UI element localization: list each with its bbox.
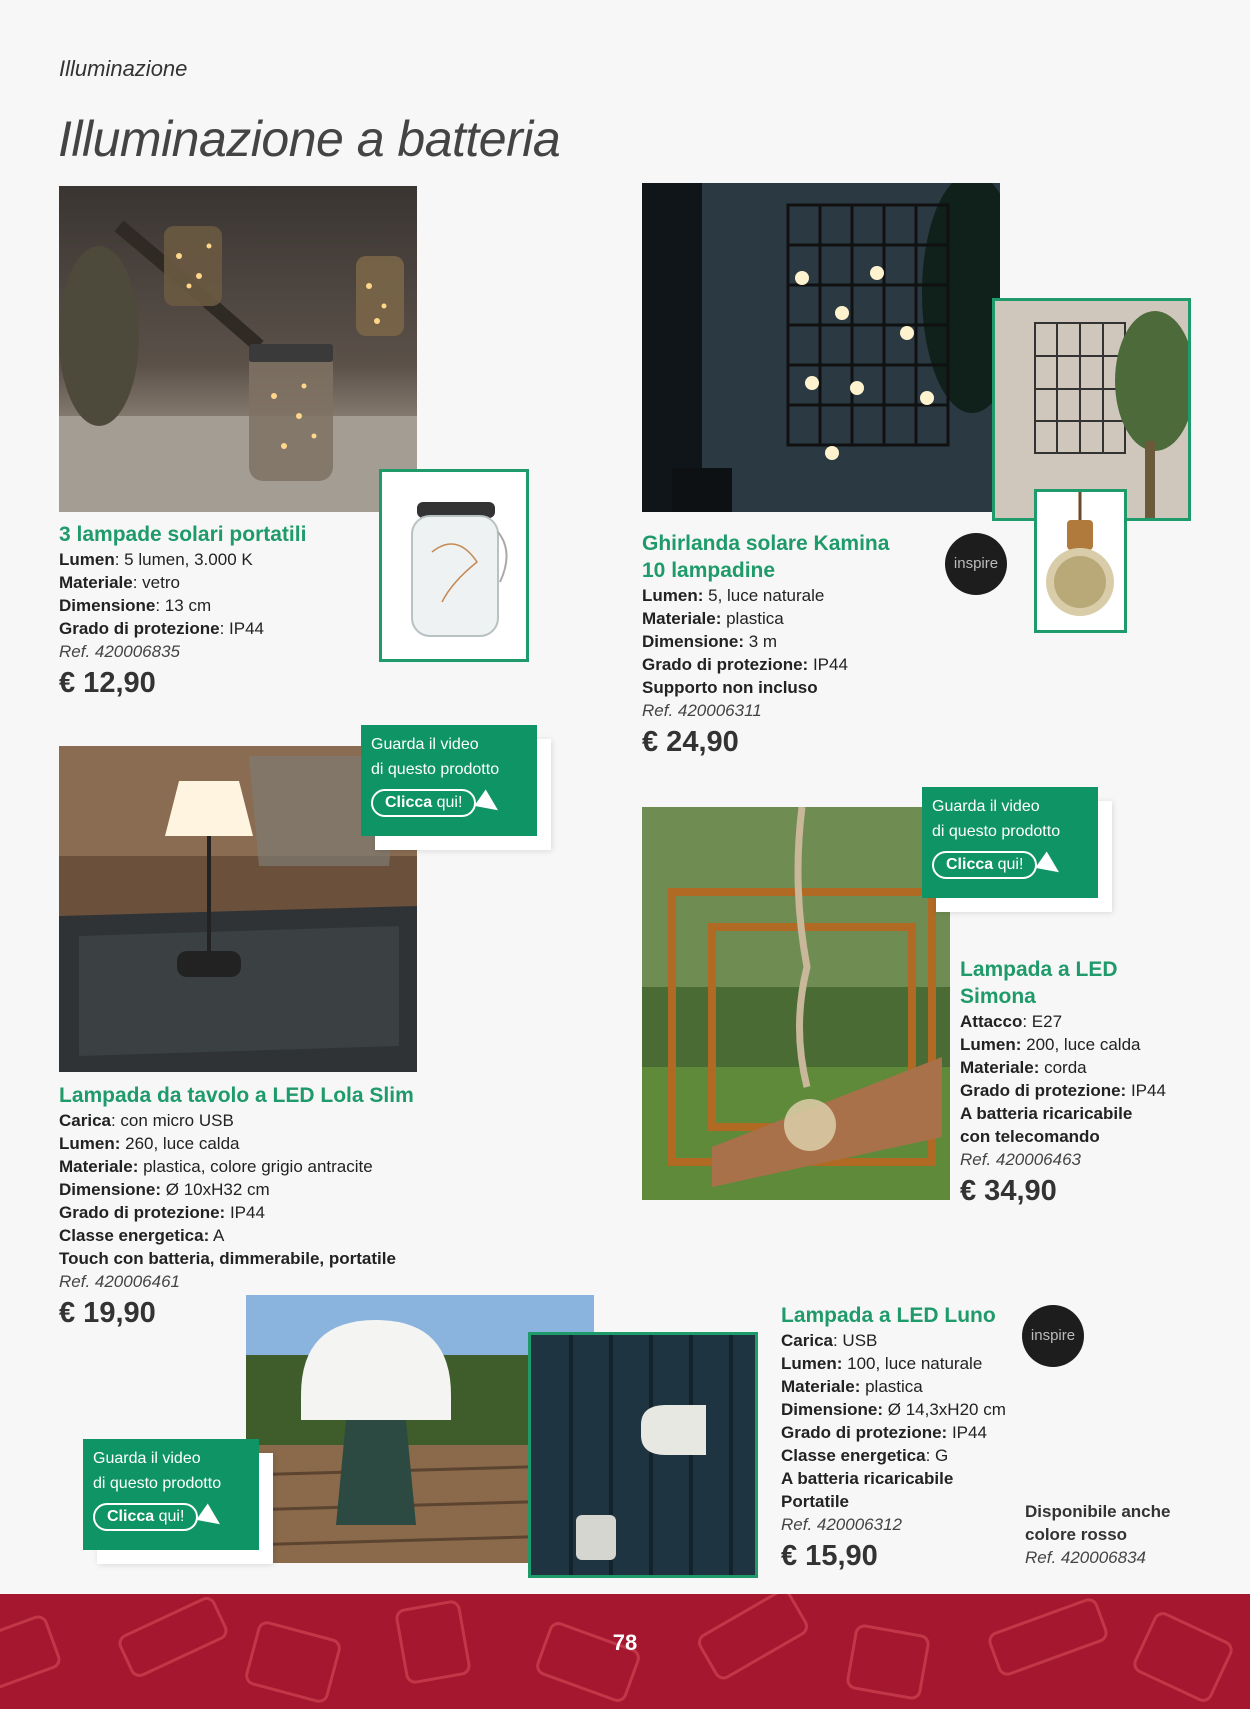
section-label: Illuminazione <box>59 56 188 81</box>
jar-icon <box>382 472 526 659</box>
spec-row: Materiale: vetro <box>59 573 180 592</box>
spec-row: Grado di protezione: IP44 <box>960 1081 1166 1100</box>
wall-lamp-icon <box>531 1335 755 1575</box>
spec-row: Grado di protezione: IP44 <box>59 619 264 638</box>
simona-video-card[interactable]: Guarda il video di questo prodotto Clicca qui! <box>922 787 1098 898</box>
garland-inset-photo <box>992 298 1191 521</box>
luno-inset-photo <box>528 1332 758 1578</box>
lola-title: Lampada da tavolo a LED Lola Slim <box>59 1084 414 1107</box>
product-ref: Ref. 420006311 <box>642 701 762 720</box>
solar-lamps-specs <box>59 548 379 663</box>
spec-row: Supporto non incluso <box>642 678 818 697</box>
simona-photo <box>642 807 950 1200</box>
spec-row: Dimensione: Ø 14,3xH20 cm <box>781 1400 1006 1419</box>
luno-info <box>781 1302 1031 1573</box>
page-title: Illuminazione a batteria <box>58 111 561 167</box>
simona-title: Lampada a LED Simona <box>960 958 1118 1008</box>
spec-row: Carica: USB <box>781 1331 878 1350</box>
bulb-icon <box>1037 492 1124 630</box>
product-ref: Ref. 420006461 <box>59 1272 180 1291</box>
spec-row: Materiale: corda <box>960 1058 1087 1077</box>
inspire-logo: inspire <box>945 533 1007 595</box>
luno-title: Lampada a LED Luno <box>781 1304 996 1327</box>
spec-row: Classe energetica: G <box>781 1446 949 1465</box>
garland-specs <box>642 584 942 722</box>
product-price: € 12,90 <box>59 667 156 699</box>
solar-lamps-title: 3 lampade solari portatili <box>59 523 307 546</box>
cursor-icon <box>475 789 504 818</box>
lola-info <box>59 1082 479 1330</box>
spec-row: Grado di protezione: IP44 <box>59 1203 265 1222</box>
spec-row: Grado di protezione: IP44 <box>781 1423 987 1442</box>
spec-row: A batteria ricaricabile <box>781 1469 954 1488</box>
spec-row: Lumen: 5 lumen, 3.000 K <box>59 550 253 569</box>
solar-lamps-info <box>59 521 379 700</box>
product-ref: Ref. 420006312 <box>781 1515 902 1534</box>
spec-row: Portatile <box>781 1492 850 1511</box>
garland-title: Ghirlanda solare Kamina 10 lampadine <box>642 532 890 582</box>
product-price: € 34,90 <box>960 1175 1057 1207</box>
lola-specs <box>59 1109 479 1293</box>
spec-row: Classe energetica: A <box>59 1226 225 1245</box>
page-number: 78 <box>612 1630 638 1655</box>
inspire-logo: inspire <box>1022 1305 1084 1367</box>
simona-specs <box>960 1010 1230 1171</box>
garland-illustration <box>642 183 1000 512</box>
spec-row: Grado di protezione: IP44 <box>642 655 848 674</box>
garland-photo <box>642 183 1000 512</box>
solar-jar-inset <box>379 469 529 662</box>
spec-row: con telecomando <box>960 1127 1100 1146</box>
luno-clicca-qui-button[interactable]: Clicca qui! <box>93 1503 198 1531</box>
luno-variant-note: Disponibile anche colore rosso Ref. 420006834 <box>1025 1502 1171 1567</box>
spec-row: Dimensione: Ø 10xH32 cm <box>59 1180 270 1199</box>
cursor-icon <box>1036 851 1065 880</box>
product-ref: Ref. 420006835 <box>59 642 180 661</box>
spec-row: A batteria ricaricabile <box>960 1104 1133 1123</box>
spec-row: Lumen: 200, luce calda <box>960 1035 1141 1054</box>
product-price: € 24,90 <box>642 726 739 758</box>
garland-info <box>642 530 942 759</box>
lola-clicca-qui-button[interactable]: Clicca qui! <box>371 789 476 817</box>
spec-row: Carica: con micro USB <box>59 1111 234 1130</box>
bulb-inset <box>1034 489 1127 633</box>
spec-row: Lumen: 5, luce naturale <box>642 586 825 605</box>
luno-specs <box>781 1329 1031 1536</box>
spec-row: Materiale: plastica, colore grigio antracite <box>59 1157 373 1176</box>
product-ref: Ref. 420006463 <box>960 1150 1081 1169</box>
spec-row: Attacco: E27 <box>960 1012 1063 1031</box>
spec-row: Materiale: plastica <box>642 609 784 628</box>
footer-band <box>0 1594 1250 1709</box>
spec-row: Materiale: plastica <box>781 1377 923 1396</box>
tool-pattern-icon <box>1130 1609 1236 1705</box>
lola-video-card[interactable]: Guarda il video di questo prodotto Clicca qui! <box>361 725 537 836</box>
solar-jars-photo <box>59 186 417 512</box>
product-price: € 19,90 <box>59 1297 156 1329</box>
spec-row: Touch con batteria, dimmerabile, portatile <box>59 1249 396 1268</box>
simona-info <box>960 956 1230 1208</box>
spec-row: Dimensione: 13 cm <box>59 596 212 615</box>
spec-row: Dimensione: 3 m <box>642 632 778 651</box>
simona-illustration <box>642 807 950 1200</box>
spec-row: Lumen: 100, luce naturale <box>781 1354 983 1373</box>
simona-clicca-qui-button[interactable]: Clicca qui! <box>932 851 1037 879</box>
grid-wall-icon <box>995 301 1188 518</box>
spec-row: Lumen: 260, luce calda <box>59 1134 240 1153</box>
cursor-icon <box>197 1503 226 1532</box>
product-price: € 15,90 <box>781 1540 878 1572</box>
solar-jars-illustration <box>59 186 417 512</box>
luno-video-card[interactable]: Guarda il video di questo prodotto Clicca qui! <box>83 1439 259 1550</box>
